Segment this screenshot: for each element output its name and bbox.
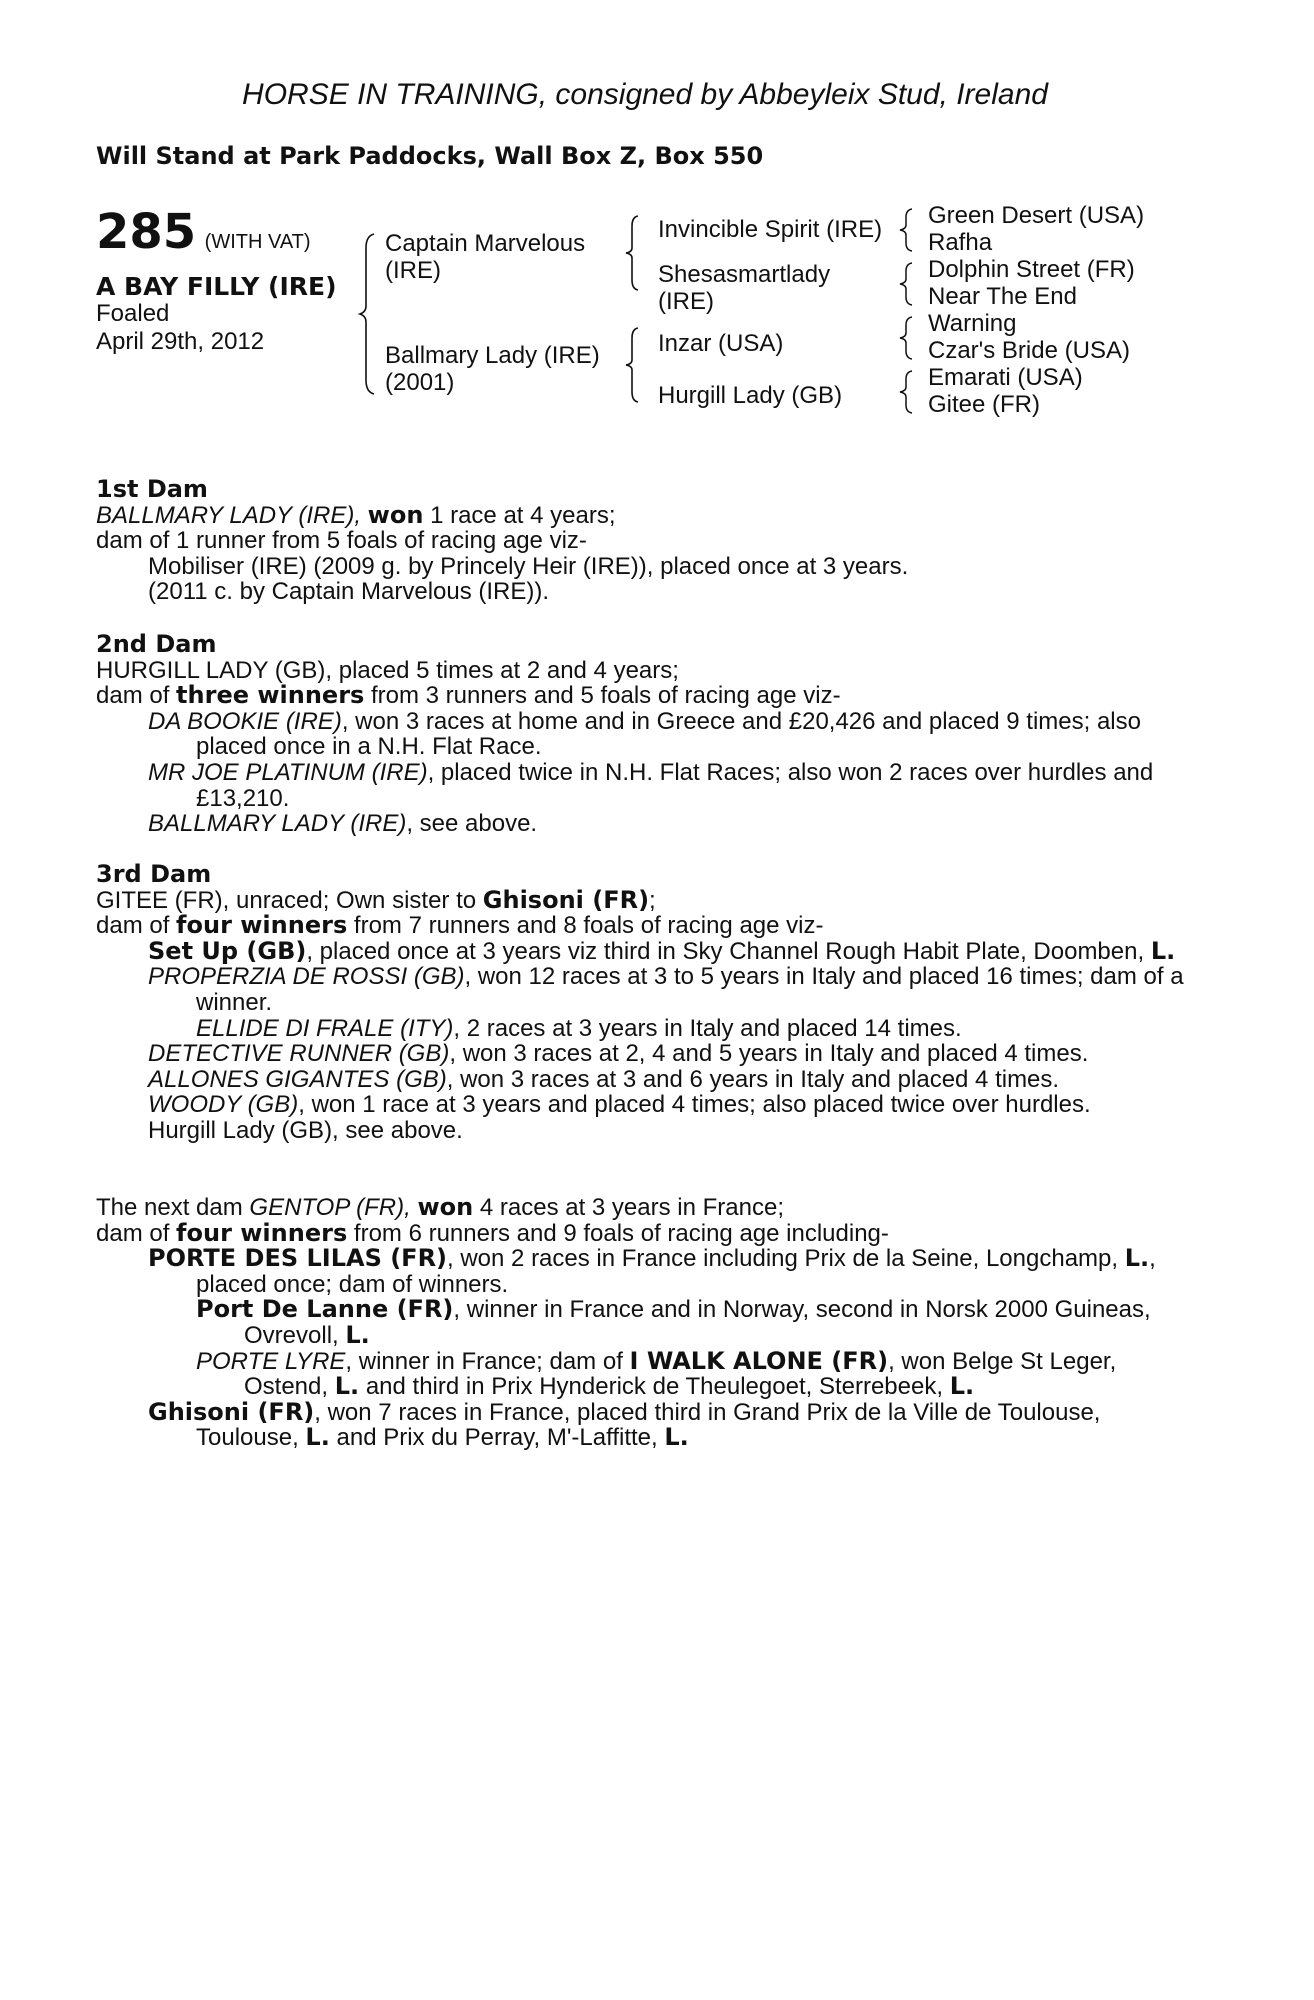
- third-dam-produce-5: WOODY (GB), won 1 race at 3 years and placed 4 times; also placed twice over hurdles.: [148, 1091, 1091, 1119]
- pedigree-gen3-8: Gitee (FR): [928, 391, 1041, 418]
- foaled-label: Foaled: [96, 300, 170, 327]
- first-dam-produce-1: Mobiliser (IRE) (2009 g. by Princely Heir (IRE)), placed once at 3 years.: [148, 552, 909, 580]
- vat-label: (WITH VAT): [204, 231, 311, 253]
- first-dam-section: [96, 477, 1206, 605]
- third-dam-section: [96, 862, 1206, 1144]
- pedigree-gen3-1: Green Desert (USA): [928, 202, 1145, 229]
- lot-header: [96, 204, 311, 260]
- pedigree-sire-sire: Invincible Spirit (IRE): [658, 216, 883, 243]
- first-dam-heading: 1st Dam: [96, 475, 208, 503]
- pedigree-sire: Captain Marvelous (IRE): [385, 230, 586, 284]
- third-dam-produce-2: PROPERZIA DE ROSSI (GB), won 12 races at 3 to 5 years in Italy and placed 16 times; dam of a winner.: [148, 963, 1184, 1016]
- page-title: HORSE IN TRAINING, consigned by Abbeyleix Stud, Ireland: [242, 78, 1048, 111]
- pedigree-dam-dam: Hurgill Lady (GB): [658, 382, 843, 409]
- first-dam-produce-2: (2011 c. by Captain Marvelous (IRE)).: [148, 578, 550, 606]
- third-dam-produce-1: Set Up (GB), placed once at 3 years viz third in Sky Channel Rough Habit Plate, Doomben, L.: [148, 936, 1176, 965]
- pedigree-gen3-7: Emarati (USA): [928, 364, 1083, 391]
- next-dam-produce-summary: dam of four winners from 6 runners and 9 foals of racing age including-: [96, 1218, 889, 1247]
- next-dam-section: [96, 1195, 1206, 1451]
- third-dam-heading: 3rd Dam: [96, 860, 212, 888]
- pedigree-gen3-5: Warning: [928, 310, 1017, 337]
- first-dam-produce-summary: dam of 1 runner from 5 foals of racing age viz-: [96, 527, 587, 555]
- pedigree-dam: Ballmary Lady (IRE) (2001): [385, 342, 600, 396]
- second-dam-produce-3: BALLMARY LADY (IRE), see above.: [148, 810, 538, 838]
- horse-description: A BAY FILLY (IRE): [96, 272, 337, 301]
- stand-location: Will Stand at Park Paddocks, Wall Box Z, Box 550: [96, 142, 764, 170]
- pedigree-bracket-g3-4: [900, 367, 920, 417]
- pedigree-bracket-dam: [626, 324, 648, 406]
- second-dam-produce-summary: dam of three winners from 3 runners and 5 foals of racing age viz-: [96, 681, 841, 710]
- next-dam-produce-2: Ghisoni (FR), won 7 races in France, placed third in Grand Prix de la Ville de Toulouse, Toulouse, L. and Prix du Perray, M'-Laffitte, L.: [148, 1397, 1101, 1452]
- next-dam-grandproduce-2: PORTE LYRE, winner in France; dam of I WALK ALONE (FR), won Belge St Leger, Ostend, L. and third in Prix Hynderick de Theulegoet, Sterrebeek, L.: [196, 1346, 1117, 1401]
- pedigree-bracket-g3-3: [900, 313, 920, 363]
- next-dam-record: The next dam GENTOP (FR), won 4 races at 3 years in France;: [96, 1193, 784, 1221]
- foaled-date: April 29th, 2012: [96, 328, 265, 355]
- second-dam-section: [96, 632, 1206, 837]
- first-dam-record: BALLMARY LADY (IRE), won 1 race at 4 years;: [96, 500, 616, 529]
- pedigree-sire-dam: Shesasmartlady (IRE): [658, 261, 831, 315]
- pedigree-bracket-g3-2: [900, 259, 920, 309]
- pedigree-gen3-4: Near The End: [928, 283, 1077, 310]
- next-dam-grandproduce-1: Port De Lanne (FR), winner in France and in Norway, second in Norsk 2000 Guineas, Ovrevoll, L.: [196, 1295, 1151, 1349]
- next-dam-produce-1: PORTE DES LILAS (FR), won 2 races in France including Prix de la Seine, Longchamp, L., placed once; dam of winners.: [148, 1244, 1156, 1298]
- third-dam-produce-3: DETECTIVE RUNNER (GB), won 3 races at 2, 4 and 5 years in Italy and placed 4 times.: [148, 1040, 1089, 1068]
- second-dam-heading: 2nd Dam: [96, 630, 217, 658]
- third-dam-produce-4: ALLONES GIGANTES (GB), won 3 races at 3 and 6 years in Italy and placed 4 times.: [148, 1065, 1060, 1093]
- pedigree-bracket-g3-1: [900, 205, 920, 255]
- lot-number: 285: [96, 204, 197, 260]
- second-dam-record: HURGILL LADY (GB), placed 5 times at 2 and 4 years;: [96, 656, 679, 684]
- pedigree-gen3-6: Czar's Bride (USA): [928, 337, 1130, 364]
- pedigree-gen3-3: Dolphin Street (FR): [928, 256, 1135, 283]
- second-dam-produce-2: MR JOE PLATINUM (IRE), placed twice in N.H. Flat Races; also won 2 races over hurdles and £13,210.: [148, 758, 1154, 812]
- third-dam-record: GITEE (FR), unraced; Own sister to Ghisoni (FR);: [96, 885, 656, 914]
- pedigree-bracket-sire: [626, 212, 648, 294]
- third-dam-produce-summary: dam of four winners from 7 runners and 8 foals of racing age viz-: [96, 911, 824, 940]
- second-dam-produce-1: DA BOOKIE (IRE), won 3 races at home and in Greece and £20,426 and placed 9 times; also placed once in a N.H. Flat Race.: [148, 707, 1141, 761]
- third-dam-produce-6: Hurgill Lady (GB), see above.: [148, 1116, 463, 1144]
- pedigree-gen3-2: Rafha: [928, 229, 993, 256]
- pedigree-dam-sire: Inzar (USA): [658, 330, 784, 357]
- third-dam-grandproduce-1: ELLIDE DI FRALE (ITY), 2 races at 3 years in Italy and placed 14 times.: [196, 1014, 962, 1042]
